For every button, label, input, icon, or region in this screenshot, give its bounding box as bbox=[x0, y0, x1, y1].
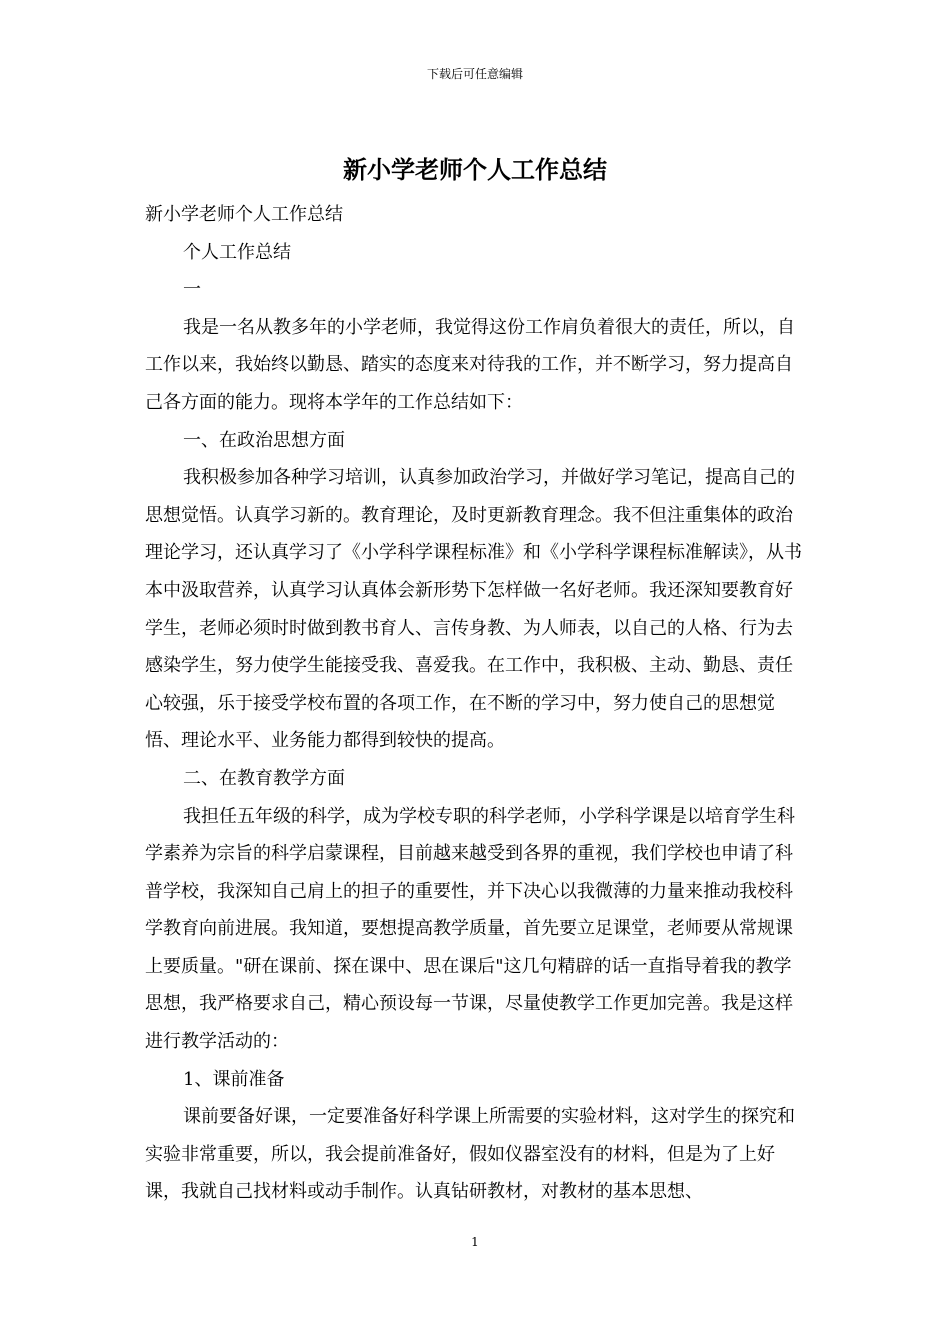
paragraph: 二、在教育教学方面 bbox=[183, 767, 345, 789]
paragraph: 一、在政治思想方面 bbox=[183, 429, 345, 451]
paragraph: 课前要备好课，一定要准备好科学课上所需要的实验材料，这对学生的探究和实验非常重要，所以，我会提前准备好，假如仪器室没有的材料，但是为了上好课，我就自己找材料或动手制作。认真钻研教材，对教材的基本思想、 bbox=[145, 1106, 795, 1203]
paragraph: 1、课前准备 bbox=[183, 1068, 285, 1090]
header-note: 下载后可任意编辑 bbox=[426, 67, 523, 81]
paragraph: 我是一名从教多年的小学老师，我觉得这份工作肩负着很大的责任，所以，自工作以来，我始终以勤恳、踏实的态度来对待我的工作，并不断学习，努力提高自己各方面的能力。现将本学年的工作总结如下： bbox=[145, 316, 795, 413]
document-body bbox=[145, 196, 805, 1211]
document-title: 新小学老师个人工作总结 bbox=[343, 155, 607, 184]
paragraph: 新小学老师个人工作总结 bbox=[145, 204, 343, 225]
paragraph: 我担任五年级的科学，成为学校专职的科学老师，小学科学课是以培育学生科学素养为宗旨的科学启蒙课程，目前越来越受到各界的重视，我们学校也申请了科普学校，我深知自己肩上的担子的重要性，并下决心以我微薄的力量来推动我校科学教育向前进展。我知道，要想提高教学质量，首先要立足课堂，老师要从常规课上要质量。"研在课前、探在课中、思在课后"这几句精辟的话一直指导着我的教学思想，我严格要求自己，精心预设每一节课，尽量使教学工作更加完善。我是这样进行教学活动的： bbox=[145, 805, 795, 1053]
paragraph: 个人工作总结 bbox=[183, 241, 291, 263]
paragraph: 我积极参加各种学习培训，认真参加政治学习，并做好学习笔记，提高自己的思想觉悟。认真学习新的。教育理论，及时更新教育理念。我不但注重集体的政治理论学习，还认真学习了《小学科学课程标准》和《小学科学课程标准解读》，从书本中汲取营养，认真学习认真体会新形势下怎样做一名好老师。我还深知要教育好学生，老师必须时时做到教书育人、言传身教、为人师表，以自己的人格、行为去感染学生，努力使学生能接受我、喜爱我。在工作中，我积极、主动、勤恳、责任心较强，乐于接受学校布置的各项工作，在不断的学习中，努力使自己的思想觉悟、理论水平、业务能力都得到较快的提高。 bbox=[145, 467, 802, 752]
page-number: 1 bbox=[471, 1235, 479, 1249]
paragraph: 一 bbox=[183, 279, 201, 301]
